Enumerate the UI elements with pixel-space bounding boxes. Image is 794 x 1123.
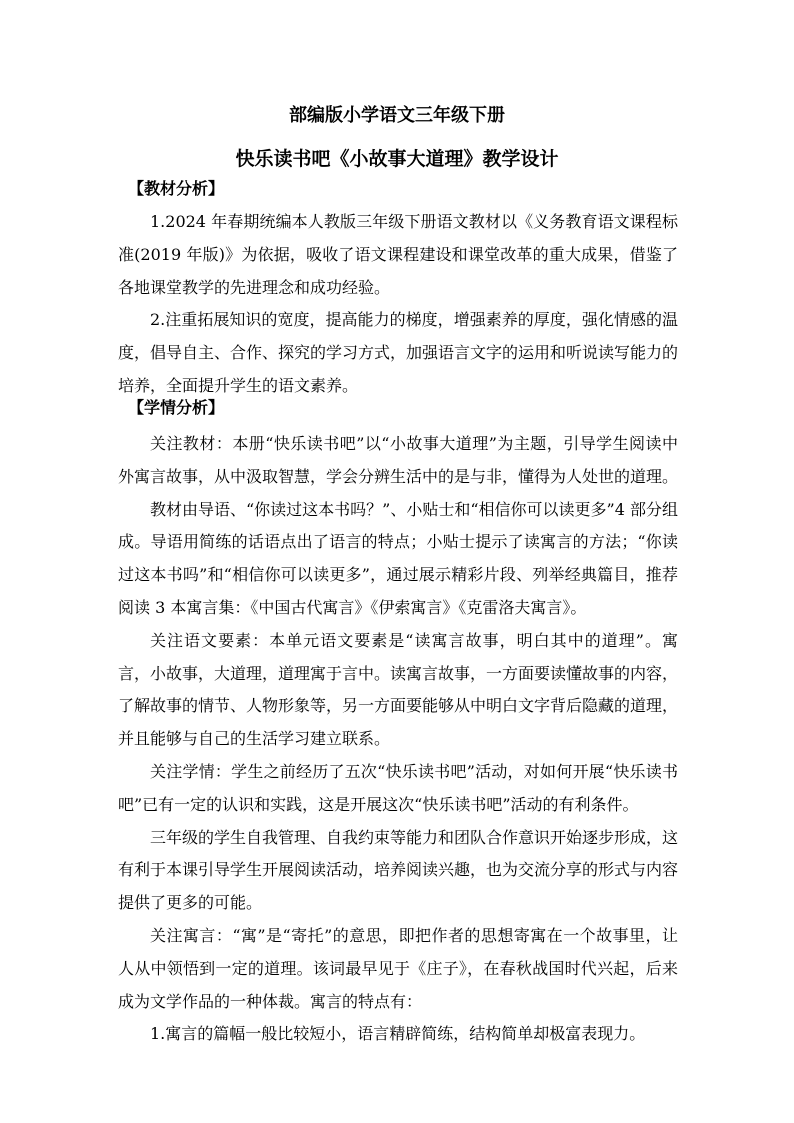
paragraph: 关注学情：学生之前经历了五次“快乐读书吧”活动，对如何开展“快乐读书吧”已有一定的认识和实践，这是开展这次“快乐读书吧”活动的有利条件。 — [118, 761, 678, 814]
paragraph: 2.注重拓展知识的宽度，提高能力的梯度，增强素养的厚度，强化情感的温度，倡导自主、合作、探究的学习方式，加强语言文字的运用和听说读写能力的培养，全面提升学生的语文素养。 — [118, 310, 679, 395]
paragraph: 关注教材：本册“快乐读书吧”以“小故事大道理”为主题，引导学生阅读中外寓言故事，从中汲取智慧，学会分辨生活中的是与非，懂得为人处世的道理。 — [118, 434, 679, 486]
section-heading-textbook-analysis: 【教材分析】 — [128, 179, 225, 198]
document-title-line2: 快乐读书吧《小故事大道理》教学设计 — [235, 148, 559, 170]
paragraph: 关注寓言：“寓”是“寄托”的意思，即把作者的思想寄寓在一个故事里，让人从中领悟到一定的道理。该词最早见于《庄子》，在春秋战国时代兴起，后来成为文学作品的一种体裁。寓言的特点有： — [118, 925, 678, 1011]
section-learner-analysis-body — [118, 428, 678, 1051]
section-textbook-analysis-body — [118, 206, 678, 403]
paragraph: 三年级的学生自我管理、自我约束等能力和团队合作意识开始逐步形成，这有利于本课引导学生开展阅读活动，培养阅读兴趣，也为交流分享的形式与内容提供了更多的可能。 — [118, 827, 679, 913]
paragraph: 教材由导语、“你读过这本书吗？”、小贴士和“相信你可以读更多”4 部分组成。导语用简练的话语点出了语言的特点；小贴士提示了读寓言的方法；“你读过这本书吗”和“相信你可以读更多”，通过展示精彩片段、列举经典篇目，推荐阅读 3 本寓言集：《中国古代寓言》《伊索寓言》《克雷洛夫寓言》。 — [118, 499, 678, 617]
paragraph: 1.2024 年春期统编本人教版三年级下册语文教材以《义务教育语文课程标准(2019 年版)》为依据，吸收了语文课程建设和课堂改革的重大成果，借鉴了各地课堂教学的先进理念和成功经验。 — [118, 212, 678, 297]
section-heading-learner-analysis: 【学情分析】 — [128, 398, 225, 417]
document-title-line1: 部编版小学语文三年级下册 — [289, 105, 505, 126]
paragraph: 1.寓言的篇幅一般比较短小，语言精辟简练，结构简单却极富表现力。 — [150, 1024, 646, 1044]
paragraph: 关注语文要素：本单元语文要素是“读寓言故事，明白其中的道理”。寓言，小故事，大道理，道理寓于言中。读寓言故事，一方面要读懂故事的内容，了解故事的情节、人物形象等，另一方面要能够从中明白文字背后隐藏的道理，并且能够与自己的生活学习建立联系。 — [118, 630, 679, 749]
